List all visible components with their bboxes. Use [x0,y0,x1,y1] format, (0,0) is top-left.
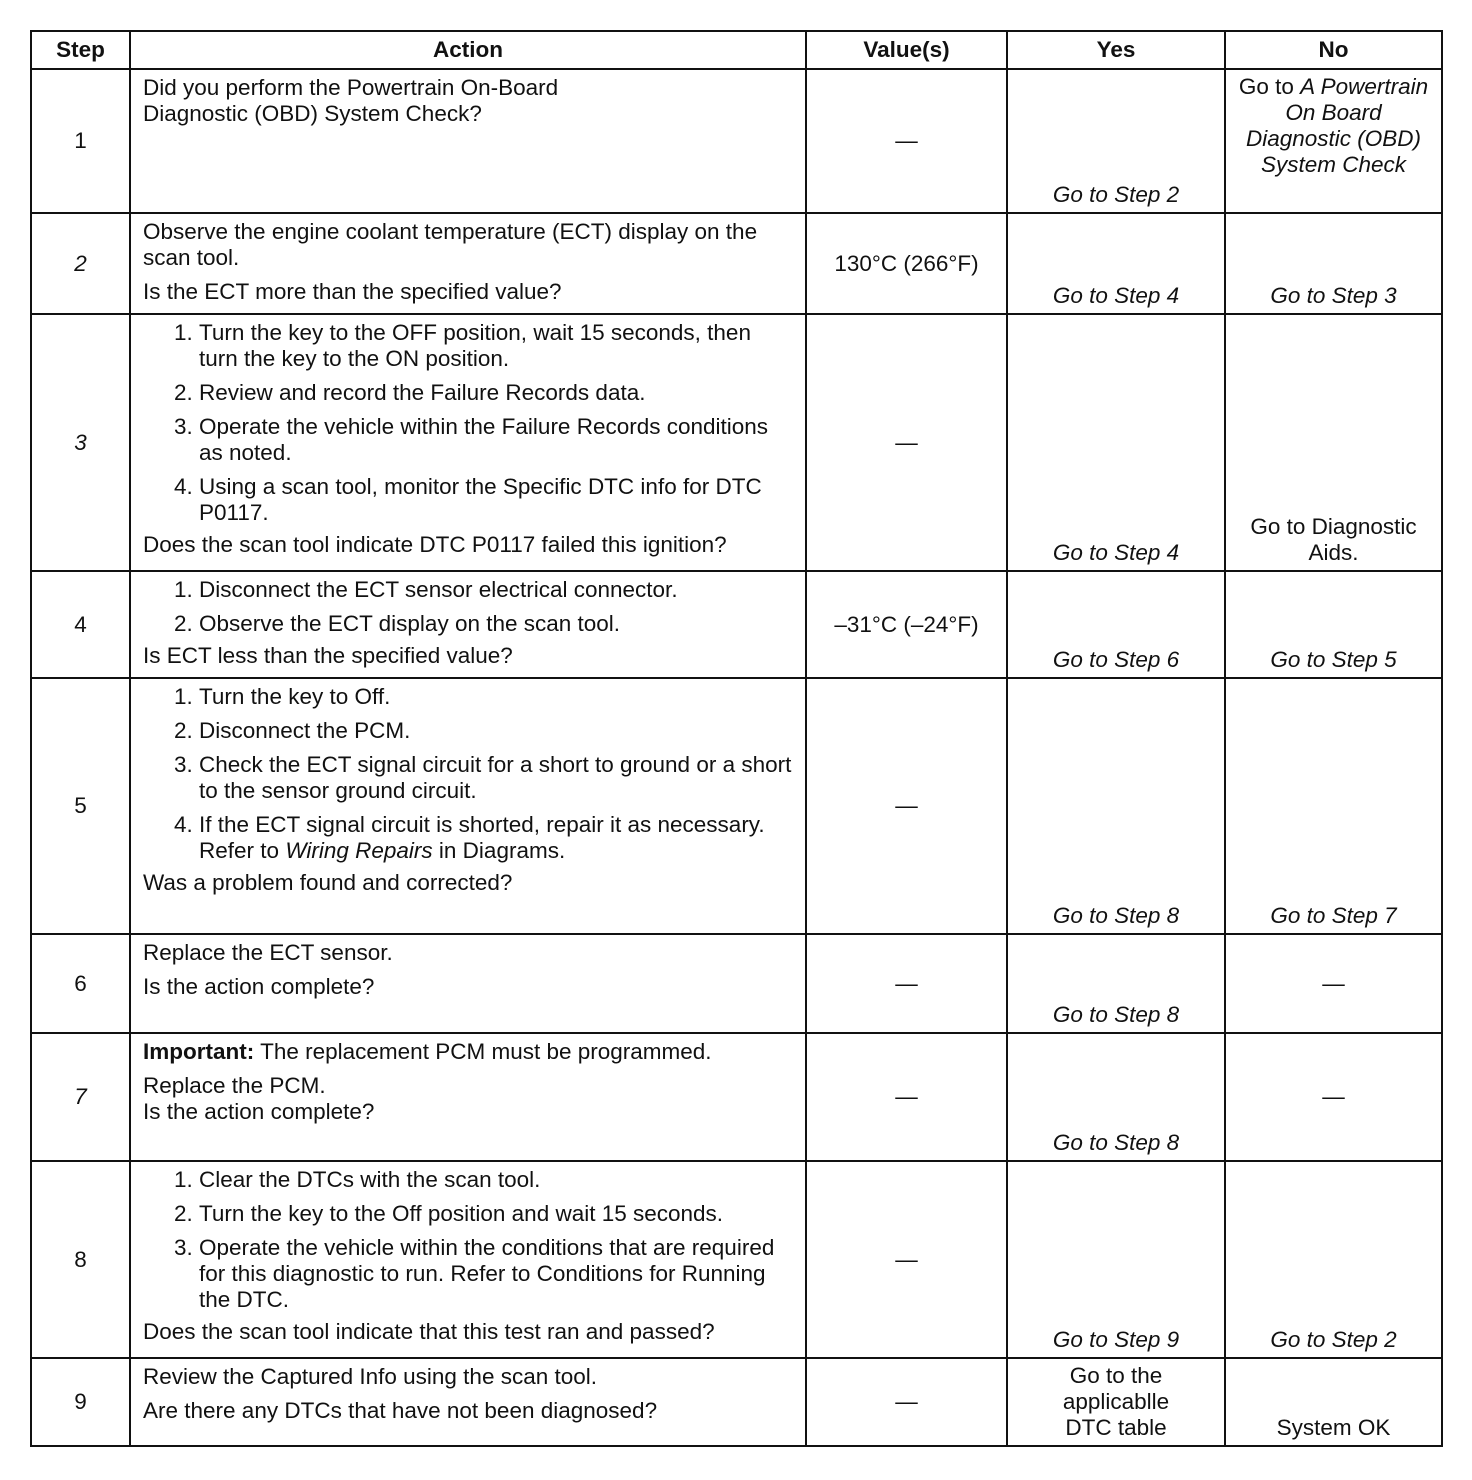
no-cell: — [1225,1033,1442,1161]
value-cell: — [806,678,1007,934]
action-cell [130,678,806,934]
list-item: 2. Observe the ECT display on the scan tool. [199,611,795,637]
no-cell: — [1225,934,1442,1033]
action-cell [130,1358,806,1446]
list-item: 3. Operate the vehicle within the Failure Records conditions as noted. [199,414,795,466]
table-row [31,1033,1442,1161]
action-cell [130,1033,806,1161]
list-item: 1. Clear the DTCs with the scan tool. [199,1167,795,1193]
list-item: 2. Disconnect the PCM. [199,718,795,744]
table-row [31,69,1442,213]
value-cell: — [806,934,1007,1033]
step-number: 6 [31,934,130,1033]
diagnostic-table [30,30,1443,1447]
yes-cell: Go to Step 6 [1007,571,1225,678]
action-question: Is the ECT more than the specified value? [143,279,562,304]
value-cell: — [806,1033,1007,1161]
action-cell [130,314,806,571]
action-text: Replace the ECT sensor. [143,940,393,965]
no-cell: System OK [1225,1358,1442,1446]
header-step: Step [31,31,130,69]
value-cell: — [806,1358,1007,1446]
action-steps-list [143,320,795,526]
header-action: Action [130,31,806,69]
no-cell [1225,69,1442,213]
header-row [31,31,1442,69]
step-number: 3 [31,314,130,571]
important-text: The replacement PCM must be programmed. [260,1039,712,1064]
table-row [31,571,1442,678]
yes-cell: Go to Step 8 [1007,678,1225,934]
action-cell [130,934,806,1033]
yes-cell: Go to Step 8 [1007,934,1225,1033]
value-cell: — [806,69,1007,213]
yes-text: Go to the applicablle DTC table [1062,1363,1170,1440]
important-note [143,1039,795,1065]
step-number: 5 [31,678,130,934]
no-link: A Powertrain On Board Diagnostic (OBD) System Check [1245,74,1429,177]
no-cell: Go to Step 3 [1225,213,1442,314]
item-text: If the ECT signal circuit is shorted, repair it as necessary. Refer to [199,812,765,863]
action-text: Did you perform the Powertrain On-Board Diagnostic (OBD) System Check? [143,75,559,126]
action-question: Are there any DTCs that have not been diagnosed? [143,1398,658,1423]
list-item: 4. Using a scan tool, monitor the Specific DTC info for DTC P0117. [199,474,795,526]
no-cell: Go to Step 7 [1225,678,1442,934]
wiring-repairs-link[interactable]: Wiring Repairs [285,838,433,863]
item-text: in Diagrams. [438,838,566,863]
action-question: Does the scan tool indicate that this test ran and passed? [143,1319,715,1344]
action-text: Observe the engine coolant temperature (ECT) display on the scan tool. [143,219,758,270]
value-cell: 130°C (266°F) [806,213,1007,314]
list-item: 3. Check the ECT signal circuit for a short to ground or a short to the sensor ground circuit. [199,752,795,804]
yes-cell: Go to Step 4 [1007,213,1225,314]
step-number: 2 [31,213,130,314]
no-cell: Go to Diagnostic Aids. [1225,314,1442,571]
list-item: 2. Review and record the Failure Records data. [199,380,795,406]
yes-cell: Go to Step 9 [1007,1161,1225,1358]
table-row [31,1161,1442,1358]
step-number: 9 [31,1358,130,1446]
action-question: Is ECT less than the specified value? [143,643,513,668]
action-steps-list [143,1167,795,1313]
table-row [31,678,1442,934]
action-question: Is the action complete? [143,974,375,999]
header-no: No [1225,31,1442,69]
yes-cell: Go to Step 4 [1007,314,1225,571]
table-row [31,314,1442,571]
yes-cell: Go to Step 2 [1007,69,1225,213]
list-item: 2. Turn the key to the Off position and wait 15 seconds. [199,1201,795,1227]
no-cell: Go to Step 5 [1225,571,1442,678]
action-text: Replace the PCM. [143,1073,326,1098]
value-cell: –31°C (–24°F) [806,571,1007,678]
action-cell [130,213,806,314]
action-steps-list [143,577,795,637]
step-number: 1 [31,69,130,213]
yes-cell: Go to Step 8 [1007,1033,1225,1161]
step-number: 7 [31,1033,130,1161]
important-label: Important: [143,1039,255,1064]
list-item [199,812,795,864]
table-row [31,1358,1442,1446]
step-number: 8 [31,1161,130,1358]
action-question: Is the action complete? [143,1099,375,1124]
no-cell: Go to Step 2 [1225,1161,1442,1358]
yes-cell [1007,1358,1225,1446]
value-cell: — [806,314,1007,571]
action-cell [130,1161,806,1358]
action-question: Does the scan tool indicate DTC P0117 failed this ignition? [143,532,727,557]
list-item: 1. Turn the key to Off. [199,684,795,710]
header-yes: Yes [1007,31,1225,69]
action-text: Review the Captured Info using the scan tool. [143,1364,598,1389]
list-item: 1. Disconnect the ECT sensor electrical connector. [199,577,795,603]
table-row [31,934,1442,1033]
header-values: Value(s) [806,31,1007,69]
list-item: 1. Turn the key to the OFF position, wait 15 seconds, then turn the key to the ON position. [199,320,795,372]
action-cell [130,571,806,678]
action-steps-list [143,684,795,864]
table-row [31,213,1442,314]
action-cell [130,69,806,213]
no-prefix: Go to [1238,74,1294,99]
list-item: 3. Operate the vehicle within the conditions that are required for this diagnostic to run. Refer to Conditions for Running the DTC. [199,1235,795,1313]
step-number: 4 [31,571,130,678]
action-question: Was a problem found and corrected? [143,870,513,895]
value-cell: — [806,1161,1007,1358]
